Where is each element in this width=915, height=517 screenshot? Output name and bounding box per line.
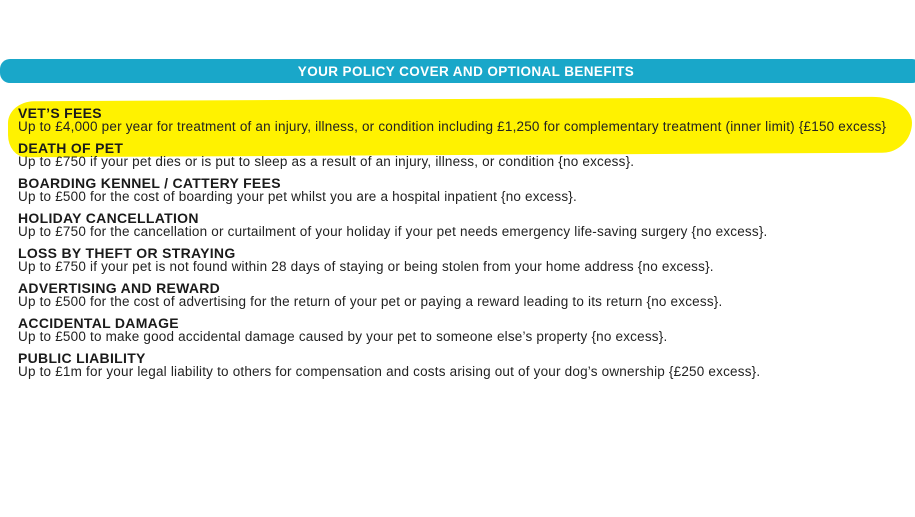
- benefit-description: Up to £500 to make good accidental damage caused by your pet to someone else’s property {no excess}.: [18, 329, 668, 344]
- benefit-title: DEATH OF PET: [18, 140, 124, 156]
- benefit-death-of-pet: [18, 141, 898, 169]
- benefit-loss-by-theft: [18, 246, 898, 274]
- benefit-title: ADVERTISING AND REWARD: [18, 280, 221, 296]
- benefit-title: ACCIDENTAL DAMAGE: [18, 315, 179, 331]
- benefit-advertising-reward: [18, 281, 898, 309]
- benefit-title: PUBLIC LIABILITY: [18, 350, 146, 366]
- benefit-description: Up to £750 for the cancellation or curtailment of your holiday if your pet needs emergency life-saving surgery {no excess}.: [18, 224, 768, 239]
- benefit-holiday-cancellation: [18, 211, 898, 239]
- benefit-title: BOARDING KENNEL / CATTERY FEES: [18, 175, 281, 191]
- benefit-boarding-fees: [18, 176, 898, 204]
- benefit-accidental-damage: [18, 316, 898, 344]
- benefit-public-liability: [18, 351, 898, 379]
- benefit-description: Up to £500 for the cost of boarding your pet whilst you are a hospital inpatient {no excess}.: [18, 189, 577, 204]
- benefit-description: Up to £500 for the cost of advertising for the return of your pet or paying a reward leading to its return {no excess}.: [18, 294, 723, 309]
- benefit-description: Up to £4,000 per year for treatment of an injury, illness, or condition including £1,250 for complementary treatment (inner limit) {£150 excess}: [18, 119, 887, 134]
- benefits-list: [18, 106, 898, 386]
- benefit-description: Up to £1m for your legal liability to others for compensation and costs arising out of your dog’s ownership {£250 excess}.: [18, 364, 761, 379]
- section-title: YOUR POLICY COVER AND OPTIONAL BENEFITS: [297, 63, 635, 79]
- benefit-description: Up to £750 if your pet dies or is put to sleep as a result of an injury, illness, or condition {no excess}.: [18, 154, 635, 169]
- section-header-bar: [0, 59, 915, 83]
- benefit-vets-fees: [18, 106, 898, 134]
- benefit-title: HOLIDAY CANCELLATION: [18, 210, 199, 226]
- benefit-title: LOSS BY THEFT OR STRAYING: [18, 245, 236, 261]
- benefit-description: Up to £750 if your pet is not found within 28 days of staying or being stolen from your home address {no excess}.: [18, 259, 714, 274]
- benefit-title: VET’S FEES: [18, 105, 102, 121]
